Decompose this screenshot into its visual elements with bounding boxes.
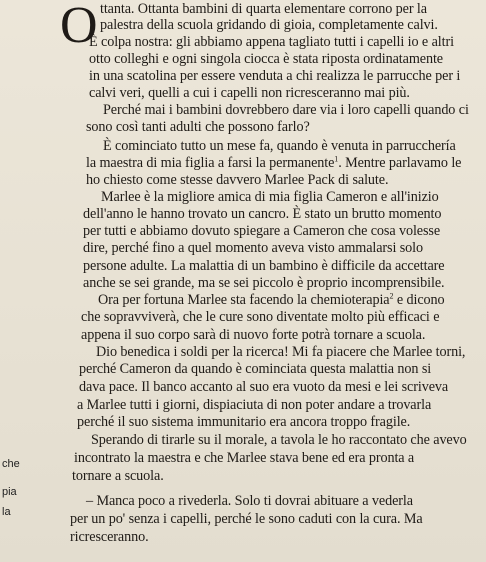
text-line: in una scatolina per essere venduta a chi realizza le parrucche per i (89, 68, 461, 84)
text-line: appena il suo corpo sarà di nuovo forte potrà tornare a scuola. (81, 327, 426, 343)
text-line: persone adulte. La malattia di un bambino è difficile da accettare (83, 258, 445, 274)
text-span: . Mentre parlavamo le (338, 155, 462, 171)
text-line: che sopravviverà, che le cure sono diventate molto più efficaci e (81, 309, 440, 325)
text-line: dell'anno le hanno trovato un cancro. È stato un brutto momento (83, 206, 442, 222)
margin-fragment: pia (2, 486, 17, 498)
margin-fragment: la (2, 506, 11, 518)
text-line: perché Cameron da quando è cominciata questa malattia non si (79, 361, 432, 377)
text-line: anche se sei grande, ma se sei piccolo è proprio incomprensibile. (83, 275, 445, 291)
text-line: perché il suo sistema immunitario era ancora troppo fragile. (77, 414, 411, 430)
text-line: dire, perché fino a quel momento aveva visto ammalarsi solo (83, 240, 424, 256)
text-line: sono così tanti adulti che possono farlo? (86, 119, 310, 135)
text-line: dava pace. Il banco accanto al suo era vuoto da mesi e lei scriveva (79, 379, 449, 395)
text-line: – Manca poco a rivederla. Solo ti dovrai abituare a vederla (86, 493, 413, 509)
text-line (98, 292, 445, 308)
text-line: È colpa nostra: gli abbiamo appena tagliato tutti i capelli io e altri (89, 34, 454, 50)
text-line: Sperando di tirarle su il morale, a tavola le ho raccontato che avevo (91, 432, 467, 448)
margin-fragment: che (2, 458, 20, 470)
text-span: Ora per fortuna Marlee sta facendo la chemioterapia (98, 292, 390, 308)
text-span: e dicono (393, 292, 445, 308)
text-line: ho chiesto come stesse davvero Marlee Pack di salute. (86, 172, 389, 188)
text-line: ttanta. Ottanta bambini di quarta elementare corrono per la (100, 1, 427, 17)
text-line: incontrato la maestra e che Marlee stava bene ed era pronta a (74, 450, 415, 466)
text-line: otto colleghi e ogni singola ciocca è stata riposta ordinatamente (89, 51, 443, 67)
text-span: la maestra di mia figlia a farsi la permanente (86, 155, 335, 171)
text-line: Marlee è la migliore amica di mia figlia Cameron e all'inizio (101, 189, 439, 205)
text-line: palestra della scuola gridando di gioia, completamente calvi. (100, 17, 438, 33)
text-line (86, 155, 461, 171)
footnote-mark: 1 (334, 154, 339, 164)
text-line: tornare a scuola. (72, 468, 164, 484)
footnote-mark: 2 (389, 291, 394, 301)
text-line: Dio benedica i soldi per la ricerca! Mi fa piacere che Marlee torni, (96, 344, 466, 360)
text-line: per tutti e abbiamo dovuto spiegare a Cameron che cosa volesse (83, 223, 441, 239)
text-line: a Marlee tutti i giorni, dispiaciuta di non poter andare a trovarla (77, 397, 432, 413)
text-line: per un po' senza i capelli, perché le sono caduti con la cura. Ma (70, 511, 423, 527)
text-line: calvi veri, quelli a cui i capelli non ricresceranno mai più. (89, 85, 410, 101)
text-line: ricresceranno. (70, 529, 149, 545)
text-line: Perché mai i bambini dovrebbero dare via i loro capelli quando ci (103, 102, 469, 118)
text-line: È cominciato tutto un mese fa, quando è venuta in parrucchería (103, 138, 456, 154)
drop-cap: O (60, 0, 98, 54)
